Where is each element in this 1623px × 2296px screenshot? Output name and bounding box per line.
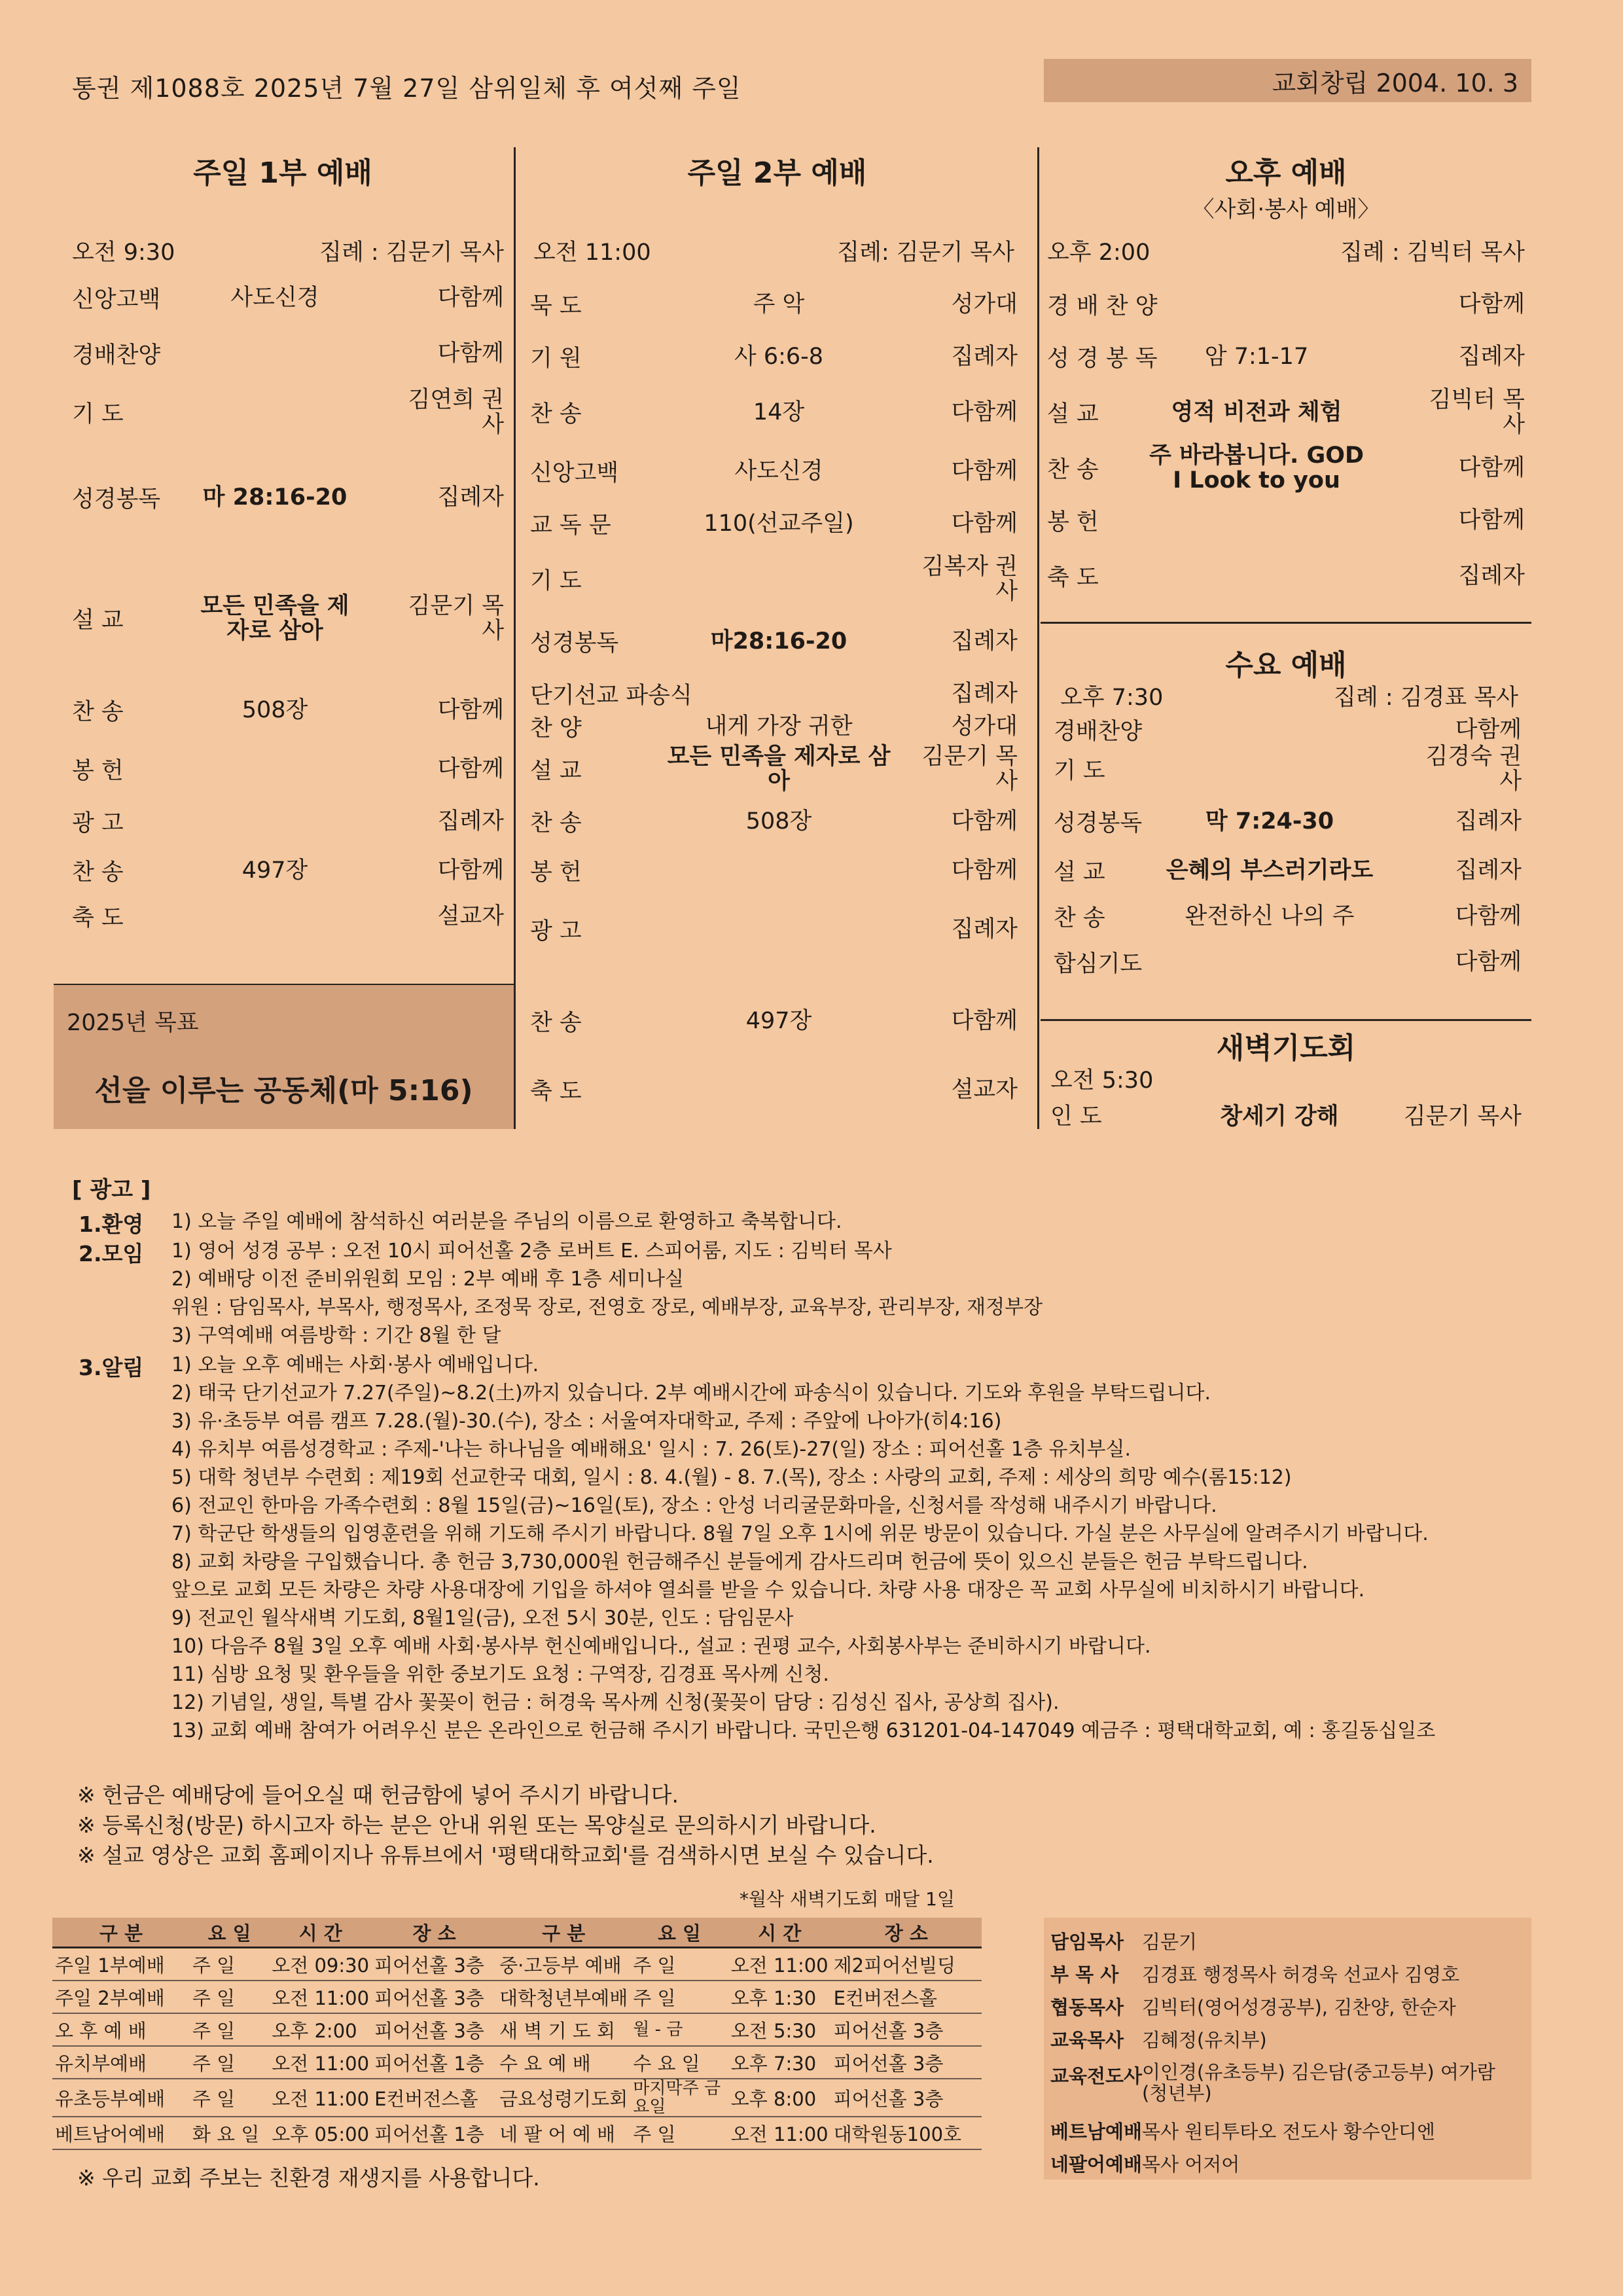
service2-item-detail: 497장 — [745, 1008, 812, 1034]
schedule-cell: 피어선홀 3층 — [831, 2046, 982, 2079]
staff-row — [1050, 2150, 1240, 2177]
goal-label: 2025년 목표 — [67, 1010, 199, 1036]
wednesday-row — [1054, 713, 1522, 746]
afternoon-item-leader: 김빅터 목사 — [1429, 387, 1525, 438]
afternoon-time: 오후 2:00 — [1047, 239, 1150, 266]
service2-item-detail: 마28:16-20 — [710, 628, 847, 655]
dawn-title: 새벽기도회 — [1216, 1031, 1356, 1065]
schedule-header: 장 소 — [372, 1918, 497, 1948]
service1-item-name: 봉 헌 — [72, 758, 124, 784]
service2-item-detail: 110(선교주일) — [704, 511, 854, 537]
ads-heading: [ 광고 ] — [72, 1177, 151, 1203]
staff-row — [1050, 2062, 1508, 2104]
wednesday-title: 수요 예배 — [1225, 649, 1347, 682]
wednesday-item-leader: 집례자 — [1455, 808, 1522, 834]
schedule-header: 요 일 — [630, 1918, 728, 1948]
wednesday-item-leader: 김경숙 권사 — [1425, 744, 1522, 795]
staff-names: 김경표 행정목사 허경욱 선교사 김영호 — [1142, 1964, 1460, 1986]
wednesday-divider — [1041, 622, 1531, 624]
schedule-cell: 유치부예배 — [52, 2046, 190, 2079]
schedule-cell: 오후 8:00 — [728, 2079, 831, 2117]
service1-item-leader: 집례자 — [437, 484, 504, 511]
schedule-cell: 대학청년부예배 — [497, 1981, 630, 2013]
ad-line: 13) 교회 예배 참여가 어려우신 분은 온라인으로 헌금해 주시기 바랍니다. 국민은행 631201-04-147049 예금주 : 평택대학교회, 예 : 홍길동십일조 — [171, 1719, 1436, 1742]
wednesday-item-name: 합심기도 — [1054, 951, 1143, 977]
staff-role: 담임목사 — [1050, 1931, 1124, 1953]
schedule-cell: E컨버전스홀 — [372, 2079, 497, 2117]
afternoon-item-leader: 다함께 — [1458, 455, 1525, 481]
service2-item-detail: 사도신경 — [734, 458, 823, 484]
service2-item-leader: 다함께 — [951, 399, 1018, 425]
schedule-cell: 마지막주 금요일 — [630, 2079, 728, 2117]
dawn-mid: 창세기 강해 — [1220, 1103, 1339, 1130]
service2-item-name: 기 원 — [530, 346, 582, 372]
schedule-row — [52, 2079, 982, 2117]
afternoon-title: 오후 예배 — [1225, 156, 1347, 190]
service2-row — [530, 805, 1018, 838]
note-line: ※ 헌금은 예배당에 들어오실 때 헌금함에 넣어 주시기 바랍니다. — [77, 1782, 679, 1808]
schedule-cell: 월 - 금 — [630, 2013, 728, 2046]
service1-item-leader: 김연희 권사 — [408, 387, 504, 438]
service2-item-name: 신앙고백 — [530, 460, 619, 486]
schedule-cell: 피어선홀 3층 — [372, 1981, 497, 2013]
service2-row — [530, 288, 1018, 321]
service1-row — [72, 593, 504, 644]
service2-item-leader: 집례자 — [951, 916, 1018, 942]
ad-line: 1) 오늘 주일 예배에 참석하신 여러분을 주님의 이름으로 환영하고 축복합니다. — [171, 1210, 842, 1233]
service2-row — [530, 710, 1018, 743]
wednesday-item-leader: 다함께 — [1455, 717, 1522, 743]
note-line: ※ 등록신청(방문) 하시고자 하는 분은 안내 위원 또는 목양실로 문의하시기 바랍니다. — [77, 1812, 876, 1838]
staff-role: 교육전도사 — [1050, 2065, 1143, 2087]
schedule-cell: 수 요 예 배 — [497, 2046, 630, 2079]
wednesday-item-leader: 집례자 — [1455, 857, 1522, 884]
service1-row — [72, 854, 504, 887]
service2-leader: 집례: 김문기 목사 — [837, 239, 1014, 266]
service2-item-leader: 집례자 — [951, 681, 1018, 707]
service2-row — [530, 744, 1018, 795]
service2-item-detail: 모든 민족을 제자로 삼아 — [667, 744, 891, 795]
schedule-row — [52, 2117, 982, 2149]
schedule-header: 구 분 — [52, 1918, 190, 1948]
staff-row — [1050, 1928, 1197, 1954]
service1-item-leader: 다함께 — [437, 857, 504, 884]
staff-role: 베트남예배 — [1050, 2121, 1143, 2143]
wednesday-item-name: 기 도 — [1054, 758, 1105, 784]
service1-item-name: 찬 송 — [72, 699, 124, 725]
wednesday-leader: 집례 : 김경표 목사 — [1334, 684, 1518, 711]
service2-row — [530, 1005, 1018, 1037]
schedule-cell: 새 벽 기 도 회 — [497, 2013, 630, 2046]
service2-row — [530, 913, 1018, 946]
dawn-name: 인 도 — [1050, 1103, 1102, 1130]
ad-line: 7) 학군단 학생들의 입영훈련을 위해 기도해 주시기 바랍니다. 8월 7일 오후 1시에 위문 방문이 있습니다. 가실 분은 사무실에 알려주시기 바랍니다. — [171, 1522, 1429, 1545]
service1-item-name: 설 교 — [72, 607, 124, 634]
schedule-cell: 오 후 예 배 — [52, 2013, 190, 2046]
service2-item-detail: 내게 가장 귀한 — [705, 713, 853, 740]
schedule-cell: 오전 09:30 — [269, 1948, 372, 1981]
schedule-cell: 오후 05:00 — [269, 2117, 372, 2149]
staff-names: 김혜정(유치부) — [1142, 2029, 1267, 2051]
staff-row — [1050, 2117, 1435, 2144]
service2-item-detail: 주 악 — [753, 291, 805, 317]
staff-names: 목사 어저어 — [1142, 2153, 1240, 2176]
service2-time-row — [533, 236, 1014, 265]
schedule-cell: 베트남어예배 — [52, 2117, 190, 2149]
service1-leader: 집례 : 김문기 목사 — [319, 239, 504, 266]
schedule-row — [52, 2046, 982, 2079]
schedule-header: 시 간 — [728, 1918, 831, 1948]
service2-row — [530, 1073, 1018, 1106]
schedule-cell: 주일 2부예배 — [52, 1981, 190, 2013]
service1-time-row — [72, 236, 504, 265]
afternoon-row — [1047, 504, 1525, 537]
schedule-header: 구 분 — [497, 1918, 630, 1948]
ad-line: 3) 유·초등부 여름 캠프 7.28.(월)-30.(수), 장소 : 서울여자대학교, 주제 : 주앞에 나아가(히4:16) — [171, 1410, 1002, 1433]
wednesday-row — [1054, 854, 1522, 887]
ad-category: 1.환영 — [79, 1211, 144, 1237]
service2-item-name: 설 교 — [530, 758, 582, 784]
service2-item-name: 찬 송 — [530, 1010, 582, 1036]
service2-row — [530, 554, 1018, 605]
schedule-header-row — [52, 1918, 982, 1948]
ad-line: 11) 심방 요청 및 환우들을 위한 중보기도 요청 : 구역장, 김경표 목사께 신청. — [171, 1663, 829, 1686]
afternoon-item-name: 축 도 — [1047, 565, 1099, 591]
ad-line: 10) 다음주 8월 3일 오후 예배 사회·봉사부 헌신예배입니다., 설교 : 권평 교수, 사회봉사부는 준비하시기 바랍니다. — [171, 1635, 1151, 1658]
staff-role: 교육목사 — [1050, 2029, 1124, 2051]
wednesday-time-row — [1060, 681, 1518, 710]
afternoon-leader: 집례 : 김빅터 목사 — [1340, 239, 1525, 266]
service1-item-detail: 모든 민족을 제자로 삼아 — [200, 593, 349, 644]
schedule-header: 시 간 — [269, 1918, 372, 1948]
afternoon-item-name: 찬 송 — [1047, 457, 1099, 483]
schedule-cell: 유초등부예배 — [52, 2079, 190, 2117]
schedule-cell: 주 일 — [190, 2013, 269, 2046]
service2-item-name: 찬 양 — [530, 715, 582, 742]
service2-time: 오전 11:00 — [533, 239, 651, 266]
service2-row — [530, 677, 1018, 710]
afternoon-item-detail: 암 7:1-17 — [1204, 344, 1309, 370]
ad-line: 5) 대학 청년부 수련회 : 제19회 선교한국 대회, 일시 : 8. 4.(월) - 8. 7.(목), 장소 : 사랑의 교회, 주제 : 세상의 희망 예수(롬15:12) — [171, 1466, 1292, 1489]
afternoon-row — [1047, 387, 1525, 438]
schedule-cell: 주 일 — [190, 2046, 269, 2079]
service1-row — [72, 281, 504, 314]
service2-row — [530, 455, 1018, 488]
service1-item-detail: 마 28:16-20 — [202, 484, 348, 511]
dawn-time — [1050, 1064, 1153, 1093]
notes — [77, 1780, 934, 1871]
service2-item-detail: 사 6:6-8 — [734, 344, 824, 370]
staff-row — [1050, 1993, 1456, 2020]
staff-role: 협동목사 — [1050, 1996, 1124, 2018]
service1-item-detail: 497장 — [241, 857, 308, 884]
ad-category: 2.모임 — [79, 1241, 144, 1266]
schedule-cell: 제2피어선빌딩 — [831, 1948, 982, 1981]
afternoon-item-leader: 집례자 — [1458, 344, 1525, 370]
service1-row — [72, 694, 504, 726]
service2-item-leader: 성가대 — [951, 291, 1018, 317]
service2-item-name: 봉 헌 — [530, 859, 582, 886]
service2-item-name: 축 도 — [530, 1079, 582, 1105]
service2-row — [530, 625, 1018, 658]
schedule-cell: 주 일 — [630, 2117, 728, 2149]
schedule-cell: 주일 1부예배 — [52, 1948, 190, 1981]
service1-item-leader: 다함께 — [437, 697, 504, 723]
service2-item-detail: 14장 — [753, 399, 805, 425]
service2-item-name: 성경봉독 — [530, 630, 619, 656]
staff-row — [1050, 2026, 1267, 2053]
wednesday-item-name: 경배찬양 — [1054, 719, 1143, 745]
schedule-cell: 오전 11:00 — [269, 2046, 372, 2079]
schedule-body — [52, 1948, 982, 2150]
ad-line: 4) 유치부 여름성경학교 : 주제-'나는 하나님을 예배해요' 일시 : 7. 26(토)-27(일) 장소 : 피어선홀 1층 유치부실. — [171, 1438, 1131, 1461]
afternoon-item-name: 봉 헌 — [1047, 509, 1099, 535]
schedule-cell: 주 일 — [630, 1948, 728, 1981]
service1-item-leader: 다함께 — [437, 756, 504, 782]
afternoon-item-name: 경 배 찬 양 — [1047, 293, 1158, 319]
schedule-cell: 피어선홀 1층 — [372, 2046, 497, 2079]
ad-line: 앞으로 교회 모든 차량은 차량 사용대장에 기입을 하셔야 열쇠를 받을 수 있습니다. 차량 사용 대장은 꼭 교회 사무실에 비치하시기 바랍니다. — [171, 1579, 1365, 1602]
wednesday-item-detail: 막 7:24-30 — [1205, 808, 1334, 834]
ad-line: 1) 오늘 오후 예배는 사회·봉사 예배입니다. — [171, 1354, 539, 1376]
service2-row — [530, 340, 1018, 373]
schedule-cell: 대학원동100호 — [831, 2117, 982, 2149]
afternoon-item-name: 설 교 — [1047, 401, 1099, 427]
service2-item-leader: 다함께 — [951, 511, 1018, 537]
dawn-time-text: 오전 5:30 — [1050, 1067, 1154, 1094]
footer-note: ※ 우리 교회 주보는 친환경 재생지를 사용합니다. — [77, 2165, 540, 2191]
schedule-cell: 금요성령기도회 — [497, 2079, 630, 2117]
schedule-cell: 피어선홀 3층 — [372, 1948, 497, 1981]
wednesday-item-detail: 완전하신 나의 주 — [1185, 903, 1355, 929]
founding-date-box — [1044, 59, 1531, 102]
column-divider-2 — [1037, 147, 1039, 1129]
afternoon-row — [1047, 442, 1525, 493]
ad-line: 3) 구역예배 여름방학 : 기간 8월 한 달 — [171, 1324, 501, 1347]
dawn-who: 김문기 목사 — [1403, 1103, 1522, 1130]
afternoon-row — [1047, 288, 1525, 321]
service2-item-name: 광 고 — [530, 918, 582, 944]
service2-item-name: 찬 송 — [530, 810, 582, 836]
service2-item-leader: 다함께 — [951, 857, 1018, 884]
wednesday-row — [1054, 946, 1522, 978]
service1-item-name: 기 도 — [72, 401, 124, 427]
service2-item-name: 기 도 — [530, 568, 582, 594]
ad-category: 3.알림 — [79, 1355, 144, 1380]
schedule-header: 장 소 — [831, 1918, 982, 1948]
service2-item-leader: 김복자 권사 — [921, 554, 1018, 605]
afternoon-item-name: 성 경 봉 독 — [1047, 346, 1158, 372]
wednesday-row — [1054, 744, 1522, 795]
schedule-cell: 오후 7:30 — [728, 2046, 831, 2079]
service1-item-leader: 다함께 — [437, 285, 504, 311]
dawn-divider — [1041, 1019, 1531, 1021]
service2-item-leader: 김문기 목사 — [921, 744, 1018, 795]
service2-item-name: 단기선교 파송식 — [530, 683, 692, 709]
schedule-cell: 오전 5:30 — [728, 2013, 831, 2046]
schedule-header: 요 일 — [190, 1918, 269, 1948]
staff-names: 김문기 — [1142, 1931, 1198, 1953]
service2-item-leader: 집례자 — [951, 344, 1018, 370]
schedule-cell: E컨버전스홀 — [831, 1981, 982, 2013]
afternoon-item-leader: 다함께 — [1458, 291, 1525, 317]
ad-line: 6) 전교인 한마음 가족수련회 : 8월 15일(금)~16일(토), 장소 : 안성 너리굴문화마을, 신청서를 작성해 내주시기 바랍니다. — [171, 1494, 1217, 1517]
afternoon-item-leader: 집례자 — [1458, 563, 1525, 589]
schedule-cell: 주 일 — [190, 1981, 269, 2013]
schedule-cell: 네 팔 어 예 배 — [497, 2117, 630, 2149]
service2-title: 주일 2부 예배 — [687, 156, 867, 190]
schedule-cell: 중·고등부 예배 — [497, 1948, 630, 1981]
schedule-row — [52, 1948, 982, 1981]
service1-row — [72, 387, 504, 438]
service1-item-detail: 사도신경 — [230, 285, 319, 311]
ad-line: 9) 전교인 월삭새벽 기도회, 8월1일(금), 오전 5시 30분, 인도 : 담임문사 — [171, 1607, 794, 1630]
service2-item-leader: 성가대 — [951, 713, 1018, 740]
afternoon-time-row — [1047, 236, 1525, 265]
schedule-cell: 주 일 — [190, 1948, 269, 1981]
ad-line: 위원 : 담임목사, 부목사, 행정목사, 조정묵 장로, 전영호 장로, 예배부장, 교육부장, 관리부장, 재정부장 — [171, 1296, 1043, 1319]
staff-row — [1050, 1960, 1459, 1987]
service2-item-leader: 다함께 — [951, 458, 1018, 484]
staff-role: 부 목 사 — [1050, 1964, 1119, 1986]
afternoon-row — [1047, 560, 1525, 592]
goal-box — [54, 985, 514, 1129]
service1-item-name: 경배찬양 — [72, 342, 161, 368]
goal-text: 선을 이루는 공동체(마 5:16) — [94, 1074, 473, 1107]
service1-row — [72, 900, 504, 933]
schedule-table — [52, 1918, 982, 2150]
service2-item-detail: 508장 — [745, 808, 812, 834]
service2-item-name: 묵 도 — [530, 293, 582, 319]
service1-item-name: 성경봉독 — [72, 486, 161, 512]
ad-line: 12) 기념일, 생일, 특별 감사 꽃꽂이 헌금 : 허경욱 목사께 신청(꽃꽂이 담당 : 김성신 집사, 공상희 집사). — [171, 1691, 1060, 1714]
service1-item-leader: 김문기 목사 — [408, 593, 504, 644]
wednesday-item-name: 설 교 — [1054, 859, 1105, 886]
service1-item-name: 신앙고백 — [72, 287, 161, 313]
service2-row — [530, 507, 1018, 540]
service2-item-name: 교 독 문 — [530, 512, 611, 539]
service2-item-leader: 집례자 — [951, 628, 1018, 655]
wednesday-item-name: 성경봉독 — [1054, 810, 1143, 836]
staff-names: 목사 원티투타오 전도사 황수안디엔 — [1142, 2121, 1435, 2143]
service1-item-name: 찬 송 — [72, 859, 124, 886]
schedule-cell: 피어선홀 1층 — [372, 2117, 497, 2149]
service1-item-leader: 집례자 — [437, 808, 504, 834]
ad-line: 2) 예배당 이전 준비위원회 모임 : 2부 예배 후 1층 세미나실 — [171, 1268, 685, 1291]
wednesday-item-leader: 다함께 — [1455, 903, 1522, 929]
service2-item-leader: 다함께 — [951, 808, 1018, 834]
afternoon-item-detail: 주 바라봅니다. GOD I Look to you — [1149, 442, 1364, 493]
service1-row — [72, 481, 504, 514]
schedule-cell: 수 요 일 — [630, 2046, 728, 2079]
schedule-cell: 주 일 — [630, 1981, 728, 2013]
schedule-cell: 오후 2:00 — [269, 2013, 372, 2046]
schedule-cell: 화 요 일 — [190, 2117, 269, 2149]
schedule-note: *월삭 새벽기도회 매달 1일 — [740, 1888, 955, 1910]
schedule-cell: 피어선홀 3층 — [372, 2013, 497, 2046]
schedule-cell: 오전 11:00 — [269, 1981, 372, 2013]
staff-role: 네팔어예배 — [1050, 2153, 1143, 2176]
service1-item-name: 축 도 — [72, 905, 124, 931]
service1-item-leader: 다함께 — [437, 340, 504, 367]
service2-item-leader: 설교자 — [951, 1077, 1018, 1103]
schedule-cell: 오후 1:30 — [728, 1981, 831, 2013]
bulletin-issue-line: 통권 제1088호 2025년 7월 27일 삼위일체 후 여섯째 주일 — [72, 74, 741, 103]
schedule-cell: 주 일 — [190, 2079, 269, 2117]
schedule-row — [52, 1981, 982, 2013]
wednesday-row — [1054, 900, 1522, 933]
dawn-row — [1050, 1100, 1522, 1129]
schedule-cell: 오전 11:00 — [728, 1948, 831, 1981]
afternoon-subtitle: 〈사회·봉사 예배〉 — [1192, 196, 1380, 223]
wednesday-item-leader: 다함께 — [1455, 949, 1522, 975]
schedule-cell: 피어선홀 3층 — [831, 2079, 982, 2117]
schedule-cell: 오전 11:00 — [728, 2117, 831, 2149]
service1-row — [72, 337, 504, 370]
schedule-cell: 오전 11:00 — [269, 2079, 372, 2117]
service1-item-leader: 설교자 — [437, 903, 504, 929]
service2-item-name: 찬 송 — [530, 401, 582, 427]
service1-row — [72, 753, 504, 785]
staff-names: 이인경(유초등부) 김은담(중고등부) 여가람(청년부) — [1142, 2061, 1495, 2104]
note-line: ※ 설교 영상은 교회 홈페이지나 유튜브에서 '평택대학교회'를 검색하시면 보실 수 있습니다. — [77, 1842, 934, 1868]
service2-row — [530, 854, 1018, 887]
service2-item-leader: 다함께 — [951, 1008, 1018, 1034]
service1-title: 주일 1부 예배 — [193, 156, 372, 190]
wednesday-row — [1054, 805, 1522, 838]
service1-item-detail: 508장 — [241, 697, 308, 723]
column-divider-1 — [514, 147, 516, 1129]
afternoon-item-detail: 영적 비전과 체험 — [1171, 399, 1342, 425]
wednesday-item-name: 찬 송 — [1054, 905, 1105, 931]
ad-line: 1) 영어 성경 공부 : 오전 10시 피어선홀 2층 로버트 E. 스피어룸, 지도 : 김빅터 목사 — [171, 1240, 892, 1263]
staff-names: 김빅터(영어성경공부), 김찬양, 한순자 — [1142, 1996, 1456, 2018]
schedule-row — [52, 2013, 982, 2046]
service1-row — [72, 805, 504, 838]
wednesday-item-detail: 은혜의 부스러기라도 — [1166, 857, 1374, 884]
afternoon-row — [1047, 340, 1525, 373]
afternoon-item-leader: 다함께 — [1458, 507, 1525, 533]
wednesday-time: 오후 7:30 — [1060, 684, 1164, 711]
schedule-cell: 피어선홀 3층 — [831, 2013, 982, 2046]
ad-line: 8) 교회 차량을 구입했습니다. 총 헌금 3,730,000원 헌금해주신 분들에게 감사드리며 헌금에 뜻이 있으신 분들은 헌금 부탁드립니다. — [171, 1551, 1308, 1573]
service1-time: 오전 9:30 — [72, 239, 175, 266]
ad-line: 2) 태국 단기선교가 7.27(주일)~8.2(土)까지 있습니다. 2부 예배시간에 파송식이 있습니다. 기도와 후원을 부탁드립니다. — [171, 1382, 1211, 1405]
founding-date: 교회창립 2004. 10. 3 — [1272, 68, 1518, 98]
service1-item-name: 광 고 — [72, 810, 124, 836]
service2-row — [530, 396, 1018, 429]
